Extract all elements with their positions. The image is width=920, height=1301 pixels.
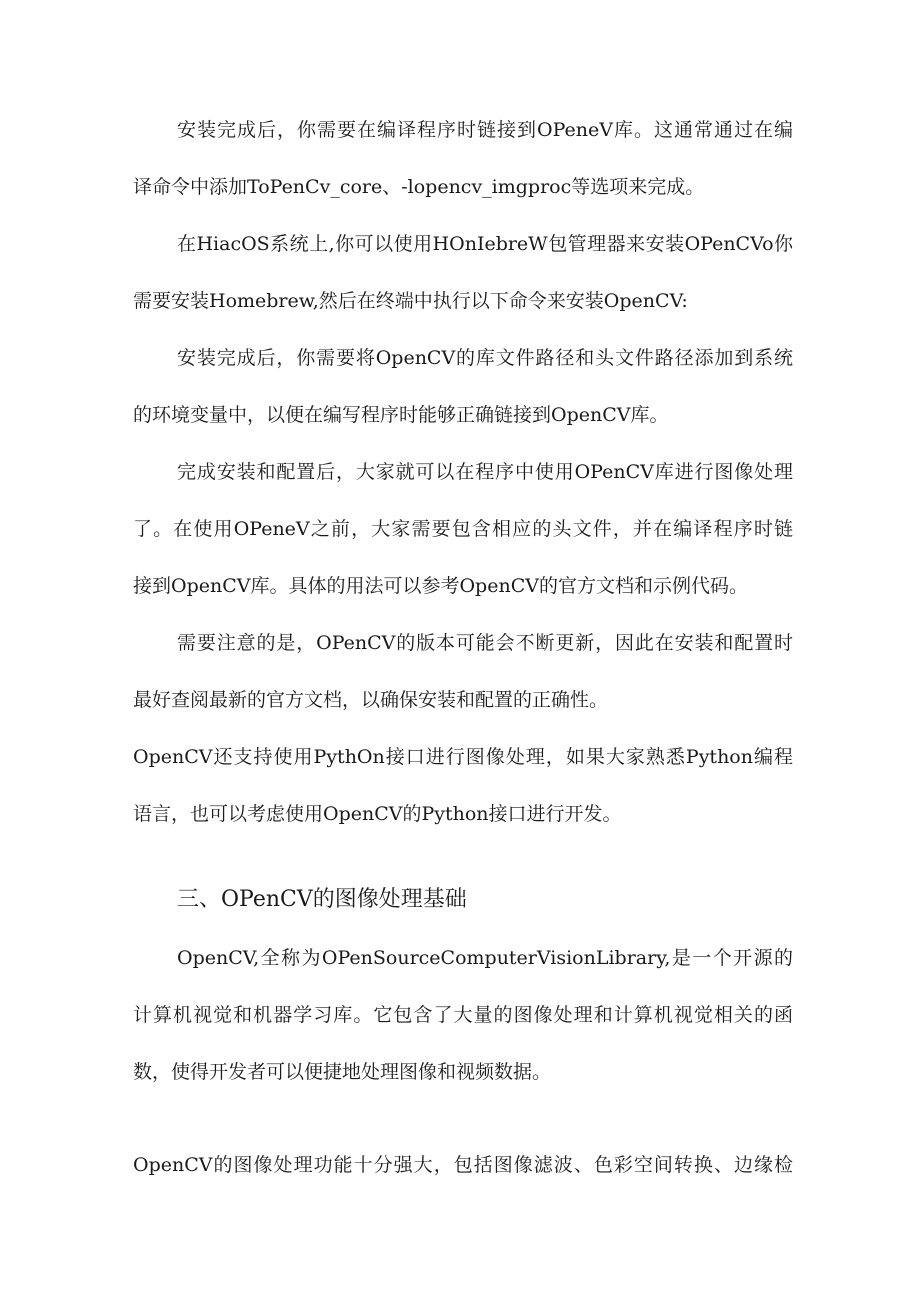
paragraph-line: OpenCV还支持使用PythOn接口进行图像处理，如果大家熟悉Python编程 — [133, 746, 793, 768]
paragraph-line: 安装完成后，你需要在编译程序时链接到OPeneV库。这通常通过在编 — [177, 119, 793, 141]
paragraph-line: 了。在使用OPeneV之前，大家需要包含相应的头文件，并在编译程序时链 — [133, 518, 793, 540]
paragraph-line: 译命令中添加ToPenCv_core、-lopencv_imgproc等选项来完成。 — [133, 176, 705, 198]
paragraph-line: 需要注意的是，OPenCV的版本可能会不断更新，因此在安装和配置时 — [177, 632, 793, 654]
paragraph-line: 数，使得开发者可以便捷地处理图像和视频数据。 — [133, 1061, 552, 1083]
paragraph-line: OpenCV的图像处理功能十分强大，包括图像滤波、色彩空间转换、边缘检 — [133, 1154, 793, 1176]
paragraph-line: 完成安装和配置后，大家就可以在程序中使用OPenCV库进行图像处理 — [177, 461, 793, 483]
paragraph-line: 语言，也可以考虑使用OpenCV的Python接口进行开发。 — [133, 803, 622, 825]
paragraph-line: 安装完成后，你需要将OpenCV的库文件路径和头文件路径添加到系统 — [177, 347, 793, 369]
paragraph-line: 计算机视觉和机器学习库。它包含了大量的图像处理和计算机视觉相关的函 — [133, 1004, 793, 1026]
paragraph-line: 最好查阅最新的官方文档，以确保安装和配置的正确性。 — [133, 689, 609, 711]
paragraph-line: 接到OpenCV库。具体的用法可以参考OpenCV的官方文档和示例代码。 — [133, 575, 748, 597]
paragraph-line: 在HiacOS系统上,你可以使用HOnIebreW包管理器来安装OPenCVo你 — [177, 233, 793, 255]
paragraph-line: 的环境变量中，以便在编写程序时能够正确链接到OpenCV库。 — [133, 404, 669, 426]
paragraph-line: 需要安装Homebrew,然后在终端中执行以下命令来安装OpenCV: — [133, 290, 688, 312]
section-heading: 三、OPenCV的图像处理基础 — [177, 887, 467, 912]
paragraph-line: OpenCV,全称为OPenSourceComputerVisionLibrary,是一个开源的 — [177, 947, 793, 969]
